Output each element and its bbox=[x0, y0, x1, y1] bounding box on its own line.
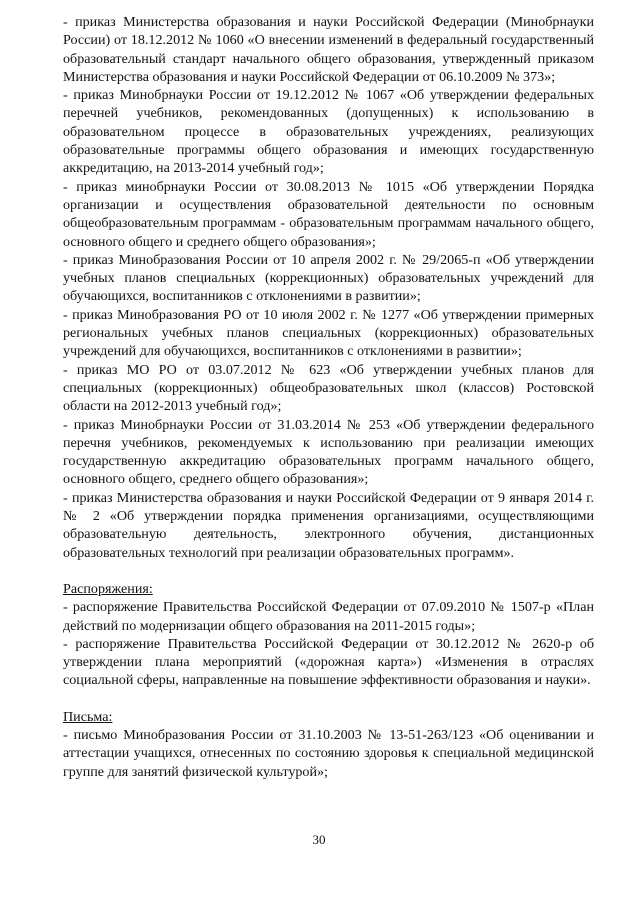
order-item: - приказ Министерства образования и науки Российской Федерации от 9 января 2014 г. № 2 «Об утверждении порядка применения организациями, осуществляющими образовательную деятельность, электронного обучения, дистанционных образовательных технологий при реализации образовательных программ». bbox=[63, 489, 594, 561]
order-item: - приказ Минобразования России от 10 апреля 2002 г. № 29/2065-п «Об утверждении учебных планов специальных (коррекционных) образовательных учреждений для обучающихся, воспитанников с отклонениями в развитии»; bbox=[63, 251, 594, 305]
order-item: - приказ Минобрнауки России от 31.03.2014 № 253 «Об утверждении федерального перечня учебников, рекомендуемых к использованию при реализации имеющих государственную аккредитацию образовательных программ начального общего, основного общего, среднего общего образования»; bbox=[63, 416, 594, 488]
letter-item: - письмо Минобразования России от 31.10.2003 № 13-51-263/123 «Об оценивании и аттестации учащихся, отнесенных по состоянию здоровья к специальной медицинской группе для занятий физической культурой»; bbox=[63, 726, 594, 780]
directives-list bbox=[63, 598, 594, 689]
orders-list bbox=[63, 13, 594, 562]
order-item: - приказ Минобрнауки России от 19.12.2012 № 1067 «Об утверждении федеральных перечней учебников, рекомендованных (допущенных) к использованию в образовательном процессе в образовательных учреждениях, реализующих образовательные программы общего образования и имеющих государственную аккредитацию, на 2013-2014 учебный год»; bbox=[63, 87, 594, 177]
order-item: - приказ Министерства образования и науки Российской Федерации (Минобрнауки России) от 18.12.2012 № 1060 «О внесении изменений в федеральный государственный образовательный стандарт начального общего образования, утвержденный приказом Министерства образования и науки Российской Федерации от 06.10.2009 № 373»; bbox=[63, 14, 594, 85]
letters-list bbox=[63, 726, 594, 781]
page-number: 30 bbox=[312, 832, 326, 847]
letters-heading: Письма: bbox=[63, 708, 113, 725]
order-item: - приказ Минобразования РО от 10 июля 2002 г. № 1277 «Об утверждении примерных региональных учебных планов специальных (коррекционных) образовательных учреждений для обучающихся, воспитанников с отклонениями в развитии»; bbox=[63, 306, 594, 360]
directive-item: - распоряжение Правительства Российской Федерации от 30.12.2012 № 2620-р об утверждении плана мероприятий («дорожная карта») «Изменения в отраслях социальной сферы, направленные на повышение эффективности образования и науки». bbox=[63, 635, 594, 689]
order-item: - приказ МО РО от 03.07.2012 № 623 «Об утверждении учебных планов для специальных (коррекционных) общеобразовательных школ (классов) Ростовской области на 2012-2013 учебный год»; bbox=[63, 361, 594, 415]
directives-heading: Распоряжения: bbox=[63, 580, 153, 597]
directive-item: - распоряжение Правительства Российской Федерации от 07.09.2010 № 1507-р «План действий по модернизации общего образования на 2011-2015 годы»; bbox=[63, 599, 594, 634]
order-item: - приказ минобрнауки России от 30.08.2013 № 1015 «Об утверждении Порядка организации и осуществления образовательной деятельности по основным общеобразовательным программам - образовательным программам начального общего, основного общего и среднего общего образования»; bbox=[63, 178, 594, 250]
